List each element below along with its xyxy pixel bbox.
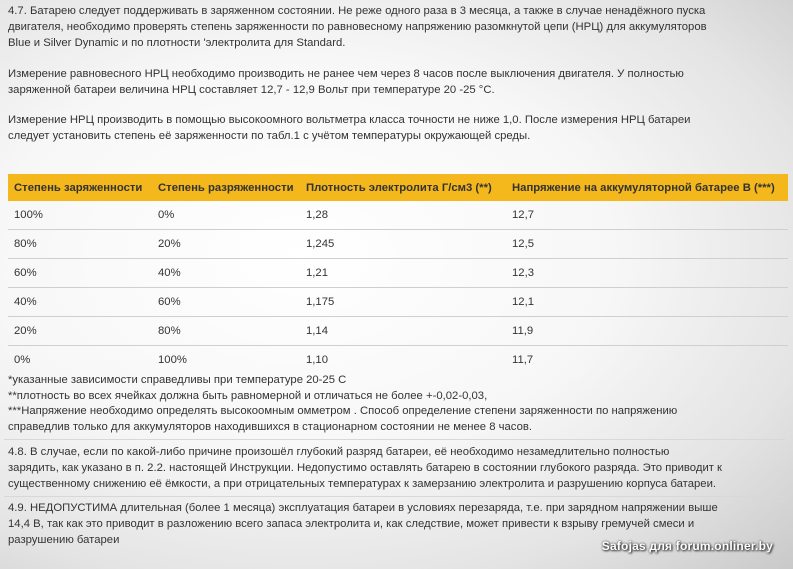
measurement-paragraph-2: [8, 112, 790, 144]
header-discharge-level: Степень разряженности: [152, 174, 300, 201]
header-battery-voltage: Напряжение на аккумуляторной батарее В (***): [506, 174, 788, 201]
section-4-7-line-2: двигателя, необходимо проверять степень заряженности по равновесному напряжению разомкнутой цепи (НРЦ) для аккумуляторов: [8, 21, 707, 33]
cell-density: 1,28: [300, 201, 506, 230]
cell-discharge: 100%: [158, 354, 187, 366]
cell-discharge: 20%: [152, 230, 300, 259]
measurement-2-line-1: Измерение НРЦ производить в помощью высокоомного вольтметра класса точности не ниже 1,0. После измерения НРЦ батареи: [8, 114, 691, 126]
section-4-7: [8, 3, 790, 51]
header-charge-level: Степень заряженности: [8, 174, 152, 201]
cell-charge: 100%: [8, 201, 152, 230]
table-row: [8, 317, 788, 346]
measurement-1-line-2: заряженной батареи величина НРЦ составляет 12,7 - 12,9 Вольт при температуре 20 -25 °С.: [8, 84, 495, 96]
footnote-3-line-1: ***Напряжение необходимо определять высокоомным омметром . Способ определение степени заряженности по напряжению: [8, 405, 678, 417]
footnotes: [8, 373, 790, 435]
cell-charge: 20%: [8, 317, 152, 346]
cell-charge: 80%: [8, 230, 152, 259]
cell-charge: 60%: [8, 259, 152, 288]
footnote-3-line-2: справедлив только для аккумуляторов находившихся в стационарном состоянии не менее 8 часов.: [8, 420, 533, 433]
cell-density: 1,175: [300, 288, 506, 317]
cell-voltage: 12,1: [506, 288, 788, 317]
cell-charge: 40%: [8, 288, 152, 317]
cell-voltage: 11,9: [506, 317, 788, 346]
footnote-1: *указанные зависимости справедливы при температуре 20-25 С: [8, 374, 347, 386]
header-electrolyte-density: Плотность электролита Г/см3 (**): [300, 174, 506, 201]
section-4-7-line-3: Blue и Silver Dynamic и по плотности 'электролита для Standard.: [8, 37, 346, 49]
section-4-9-line-1: 4.9. НЕДОПУСТИМА длительная (более 1 месяца) эксплуатация батареи в условиях перезаряда, т.е. при зарядном напряжении выше: [8, 502, 718, 514]
cell-density: 1,10: [306, 354, 328, 366]
table-row: [8, 288, 788, 317]
section-4-9-line-2: 14,4 В, так как это приводит в разложению всего запаса электролита и, как следствие, может привести к взрыву гремучей смеси и: [8, 518, 695, 530]
cell-voltage: 12,7: [506, 201, 788, 230]
forum-watermark: Safojas для forum.onliner.by: [601, 539, 773, 553]
cell-discharge: 60%: [152, 288, 300, 317]
cell-density: 1,21: [300, 259, 506, 288]
measurement-2-line-2: следует установить степень её заряженности по табл.1 с учётом температуры окружающей среды.: [8, 130, 531, 142]
section-4-7-line-1: 4.7. Батарею следует поддерживать в заряженном состоянии. Не реже одного раза в 3 месяца, а также в случае ненадёжного пуска: [8, 5, 706, 17]
cell-discharge: 0%: [152, 201, 300, 230]
cell-charge: 0%: [14, 354, 31, 366]
section-4-8-line-2: зарядить, как указано в п. 2.2. настоящей Инструкции. Недопустимо оставлять батарею в состоянии глубокого разряда. Это приводит к: [8, 462, 723, 474]
measurement-paragraph-1: [8, 66, 790, 98]
cell-voltage: 12,5: [506, 230, 788, 259]
cell-voltage: 12,3: [506, 259, 788, 288]
charge-table: [8, 174, 788, 374]
section-4-9-line-3: разрушению батареи: [8, 534, 120, 546]
divider: [4, 496, 786, 497]
footnote-2: **плотность во всех ячейках должна быть равномерной и отличаться не более +-0,02-0,03,: [8, 389, 488, 402]
measurement-1-line-1: Измерение равновесного НРЦ необходимо производить не ранее чем через 8 часов после выключения двигателя. У полностью: [8, 68, 684, 80]
cell-discharge: 40%: [152, 259, 300, 288]
cell-voltage: 11,7: [512, 354, 534, 366]
section-4-8-line-1: 4.8. В случае, если по какой-либо причине произошёл глубокий разряд батареи, её необходимо незамедлительно полностью: [8, 446, 670, 458]
cell-density: 1,245: [300, 230, 506, 259]
table-row: [8, 259, 788, 288]
section-4-8: [8, 444, 790, 492]
divider: [4, 439, 786, 440]
table-header-row: [8, 174, 788, 201]
table-row: [8, 201, 788, 230]
table-row: [8, 230, 788, 259]
section-4-8-line-3: существенному снижению её ёмкости, а при отрицательных температурах к замерзанию электролита и разрушению корпуса батареи.: [8, 478, 717, 490]
table-row: [8, 346, 788, 375]
cell-discharge: 80%: [152, 317, 300, 346]
cell-density: 1,14: [300, 317, 506, 346]
